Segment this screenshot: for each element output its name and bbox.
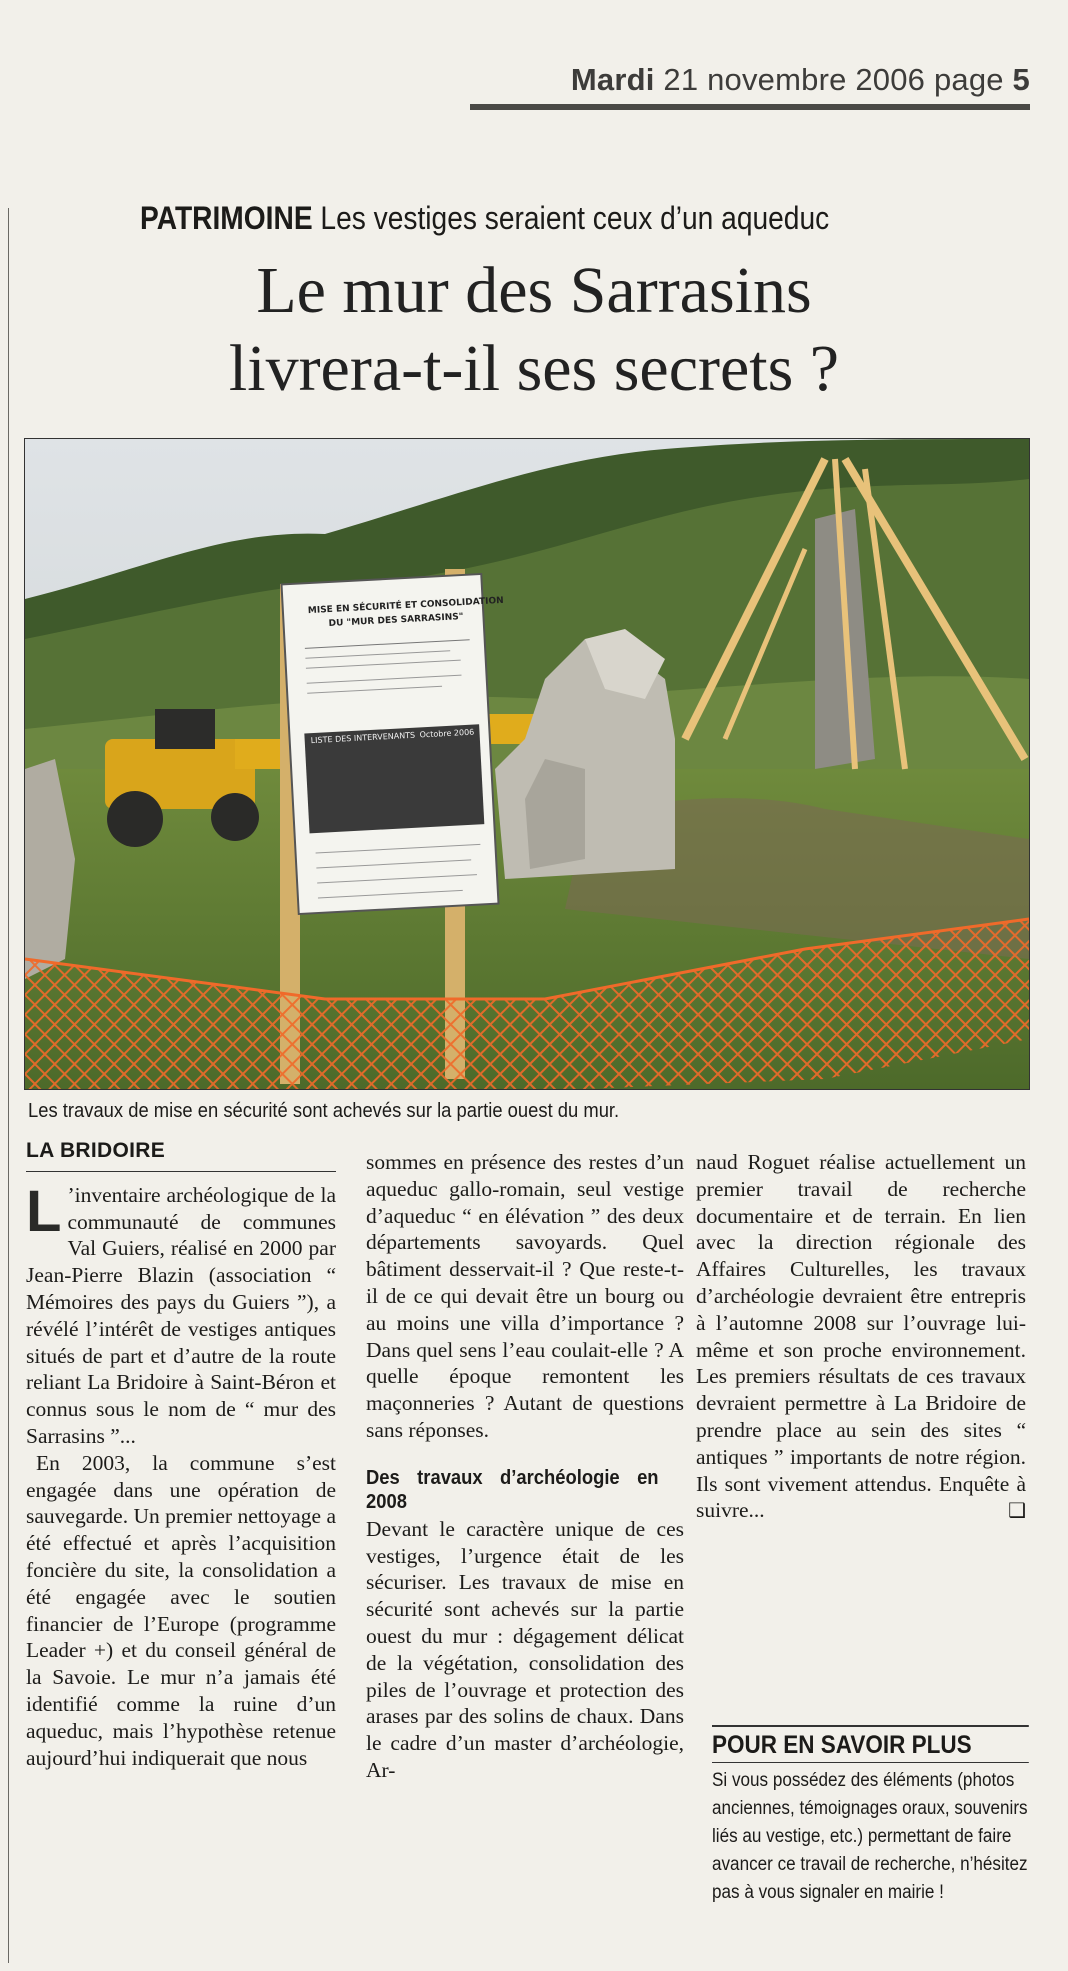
article-column-1: [26, 1138, 336, 1771]
kicker-tag: PATRIMOINE: [140, 200, 313, 236]
headline-line-2: livrera-t-il ses secrets ?: [228, 332, 840, 405]
end-mark-icon: ❑: [1008, 1498, 1026, 1523]
article-column-2: [366, 1149, 684, 1784]
header-page-number: 5: [1012, 62, 1030, 97]
drop-cap: L: [26, 1178, 62, 1244]
page-header: [470, 62, 1030, 110]
header-date: 21 novembre 2006: [663, 62, 926, 97]
article-paragraph-text: ’inventaire archéologique de la communauté de communes Val Guiers, réalisé en 2000 par Jean-Pierre Blazin (association “ Mémoires des pays du Guiers ”), a révélé l’intérêt de vestiges antiques situés de part et d’autre de la route reliant La Bridoire à Saint-Béron et connus sous le nom de “ mur des Sarrasins ”...: [26, 1182, 336, 1448]
sign-title-2: DU "MUR DES SARRASINS": [328, 611, 464, 630]
article-paragraph: sommes en présence des restes d’un aqueduc gallo-romain, seul vestige d’aqueduc “ en élévation ” des deux départements savoyards. Quel bâtiment desservait-il ? Que reste-t-il de ce qui devait être un bourg ou au moins une villa d’importance ? Dans quel sens l’eau coulait-elle ? A quelle époque remontent les maçonneries ? Autant de questions sans réponses.: [366, 1150, 684, 1442]
sign-list-header: LISTE DES INTERVENANTS: [310, 730, 416, 746]
kicker: [140, 200, 862, 237]
info-box-title: POUR EN SAVOIR PLUS: [712, 1725, 1029, 1763]
article-paragraph-text: naud Roguet réalise actuellement un premier travail de recherche documentaire et de terrain. En lien avec la direction régionale des Affaires Culturelles, les travaux d’archéologie devraient être entrepris à l’automne 2008 sur l’ouvrage lui-même et son proche environnement. Les premiers résultats de ces travaux devraient permettre à La Bridoire de prendre place au sein des sites “ antiques ” importants de notre région. Ils sont vivement attendus. Enquête à suivre...: [696, 1150, 1026, 1523]
article-paragraph: Devant le caractère unique de ces vestiges, l’urgence était de les sécuriser. Les travaux de mise en sécurité sont achevés sur la partie ouest du mur : dégagement délicat de la végétation, consolidation des piles de l’ouvrage et protection des arases par des solins de chaux. Dans le cadre d’un master d’archéologie, Ar-: [366, 1516, 684, 1782]
article-subhead: Des travaux d’archéologie en 2008: [366, 1466, 659, 1513]
sign-title-1: MISE EN SÉCURITÉ ET CONSOLIDATION: [307, 595, 504, 617]
column-rule: [8, 208, 9, 1963]
article-paragraph: [26, 1178, 336, 1450]
sign-list-date: Octobre 2006: [419, 727, 475, 740]
headline: [0, 252, 1068, 408]
article-paragraph: En 2003, la commune s’est engagée dans une opération de sauvegarde. Un premier nettoyage a été effectué et après l’acquisition foncière du site, la consolidation a été engagée avec le soutien financier de l’Europe (programme Leader +) et du conseil général de la Savoie. Le mur n’a jamais été identifié comme la ruine d’un aqueduc, mais l’hypothèse retenue aujourd’hui indiquerait que nous: [26, 1450, 336, 1770]
kicker-text: Les vestiges seraient ceux d’un aqueduc: [320, 200, 830, 236]
article-column-3: [696, 1149, 1026, 1524]
article-photo: [24, 438, 1030, 1090]
header-page-word: page: [933, 62, 1004, 97]
info-box: [712, 1725, 1030, 1907]
header-day: Mardi: [570, 62, 655, 97]
headline-line-1: Le mur des Sarrasins: [256, 254, 812, 327]
dateline-place: LA BRIDOIRE: [26, 1138, 336, 1172]
header-dateline: [470, 62, 1030, 98]
info-box-text: Si vous possédez des éléments (photos anciennes, témoignages oraux, souvenirs liés au vestige, etc.) permettant de faire avancer ce travail de recherche, n’hésitez pas à vous signaler en mairie !: [712, 1770, 1028, 1903]
photo-illustration: [25, 439, 1029, 1089]
header-rule: [470, 104, 1030, 110]
photo-caption: Les travaux de mise en sécurité sont achevés sur la partie ouest du mur.: [28, 1100, 620, 1122]
article-paragraph: [696, 1149, 1026, 1524]
